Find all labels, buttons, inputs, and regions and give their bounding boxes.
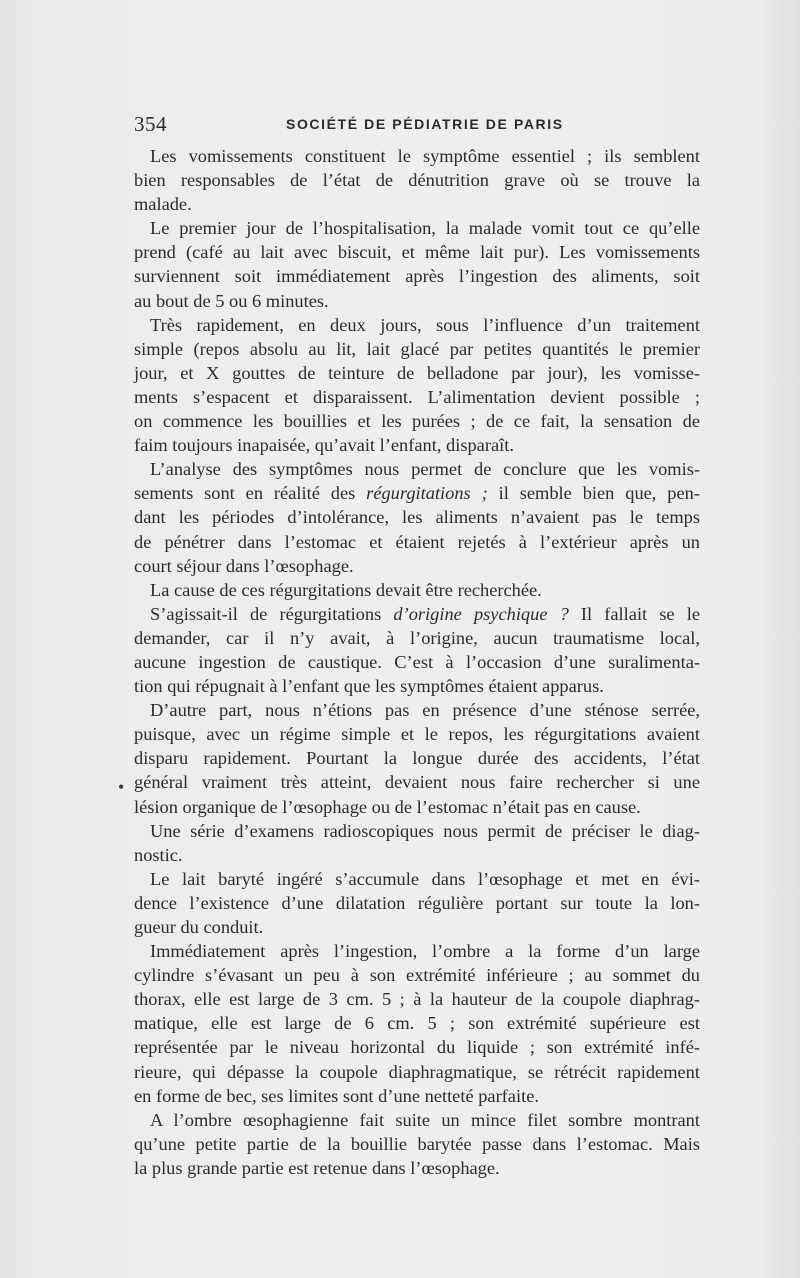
text-line: Immédiatement après l’ingestion, l’ombre a la forme d’un large	[150, 941, 700, 962]
text-line	[134, 481, 700, 505]
running-title: SOCIÉTÉ DE PÉDIATRIE DE PARIS	[286, 116, 564, 132]
text-line: général vraiment très atteint, devaient nous faire rechercher si une	[134, 772, 700, 793]
text-line: malade.	[134, 194, 192, 215]
text-line: gueur du conduit.	[134, 917, 264, 937]
text-line: ments s’espacent et disparaissent. L’alimentation devient possible ;	[134, 386, 700, 407]
text-line: La cause de ces régurgitations devait être recherchée.	[150, 579, 542, 600]
italic-term: d’origine psychique ?	[393, 603, 569, 624]
page-header	[134, 112, 700, 136]
text-line: thorax, elle est large de 3 cm. 5 ; à la hauteur de la coupole diaphrag-	[134, 989, 700, 1010]
text-line: lésion organique de l’œsophage ou de l’estomac n’était pas en cause.	[134, 796, 641, 817]
text-line: qu’une petite partie de la bouillie barytée passe dans l’estomac. Mais	[134, 1133, 700, 1154]
text-fragment: sements sont en réalité des	[134, 483, 356, 504]
text-line: Une série d’examens radioscopiques nous permit de préciser le diag-	[150, 820, 700, 841]
text-line	[134, 602, 700, 626]
text-fragment: Il fallait se le	[580, 603, 700, 624]
text-line: demander, car il n’y avait, à l’origine, aucun traumatisme local,	[134, 627, 700, 648]
text-line: Très rapidement, en deux jours, sous l’influence d’un traitement	[150, 314, 700, 335]
text-line: simple (repos absolu au lit, lait glacé par petites quantités le premier	[134, 338, 700, 359]
text-line: la plus grande partie est retenue dans l’œsophage.	[134, 1157, 500, 1178]
text-line: Les vomissements constituent le symptôme essentiel ; ils semblent	[150, 146, 700, 166]
text-line: Le premier jour de l’hospitalisation, la malade vomit tout ce qu’elle	[150, 218, 700, 239]
text-line: de pénétrer dans l’estomac et étaient rejetés à l’extérieur après un	[134, 531, 700, 552]
text-line: en forme de bec, ses limites sont d’une netteté parfaite.	[134, 1085, 539, 1106]
text-line: matique, elle est large de 6 cm. 5 ; son extrémité supérieure est	[134, 1013, 700, 1034]
text-line: disparu rapidement. Pourtant la longue durée des accidents, l’état	[134, 748, 700, 769]
text-line: court séjour dans l’œsophage.	[134, 555, 354, 576]
text-line: bien responsables de l’état de dénutrition grave où se trouve la	[134, 170, 700, 191]
italic-term: régurgitations ;	[366, 483, 488, 504]
text-line: puisque, avec un régime simple et le repos, les régurgitations avaient	[134, 724, 700, 745]
text-line: représentée par le niveau horizontal du liquide ; son extrémité infé-	[134, 1037, 700, 1058]
text-line: on commence les bouillies et les purées ; de ce fait, la sensation de	[134, 411, 700, 432]
text-fragment: il semble bien que, pen-	[498, 483, 700, 504]
text-line: au bout de 5 ou 6 minutes.	[134, 290, 329, 311]
text-line: nostic.	[134, 844, 183, 865]
margin-bullet-mark: •	[118, 777, 125, 797]
text-line: A l’ombre œsophagienne fait suite un mince filet sombre montrant	[150, 1109, 700, 1130]
text-line: surviennent soit immédiatement après l’ingestion des aliments, soit	[134, 266, 700, 287]
body-text	[134, 144, 700, 1180]
text-line: aucune ingestion de caustique. C’est à l’occasion d’une suralimenta-	[134, 651, 700, 672]
text-line: jour, et X gouttes de teinture de belladone par jour), les vomisse-	[134, 362, 700, 383]
text-line: Le lait baryté ingéré s’accumule dans l’œsophage et met en évi-	[150, 868, 700, 889]
text-line: rieure, qui dépasse la coupole diaphragmatique, se rétrécit rapidement	[134, 1061, 700, 1082]
text-line: dant les périodes d’intolérance, les aliments n’avaient pas le temps	[134, 507, 700, 528]
text-line: dence l’existence d’une dilatation régulière portant sur toute la lon-	[134, 892, 700, 913]
text-line: tion qui répugnait à l’enfant que les symptômes étaient apparus.	[134, 676, 604, 697]
text-line: cylindre s’évasant un peu à son extrémité inférieure ; au sommet du	[134, 965, 700, 986]
text-line: prend (café au lait avec biscuit, et même lait pur). Les vomissements	[134, 242, 700, 263]
page-number: 354	[134, 112, 167, 136]
text-line: D’autre part, nous n’étions pas en présence d’une sténose serrée,	[150, 700, 700, 721]
text-line: L’analyse des symptômes nous permet de conclure que les vomis-	[150, 459, 700, 480]
text-line: faim toujours inapaisée, qu’avait l’enfant, disparaît.	[134, 435, 514, 456]
text-fragment: S’agissait-il de régurgitations	[150, 603, 382, 624]
